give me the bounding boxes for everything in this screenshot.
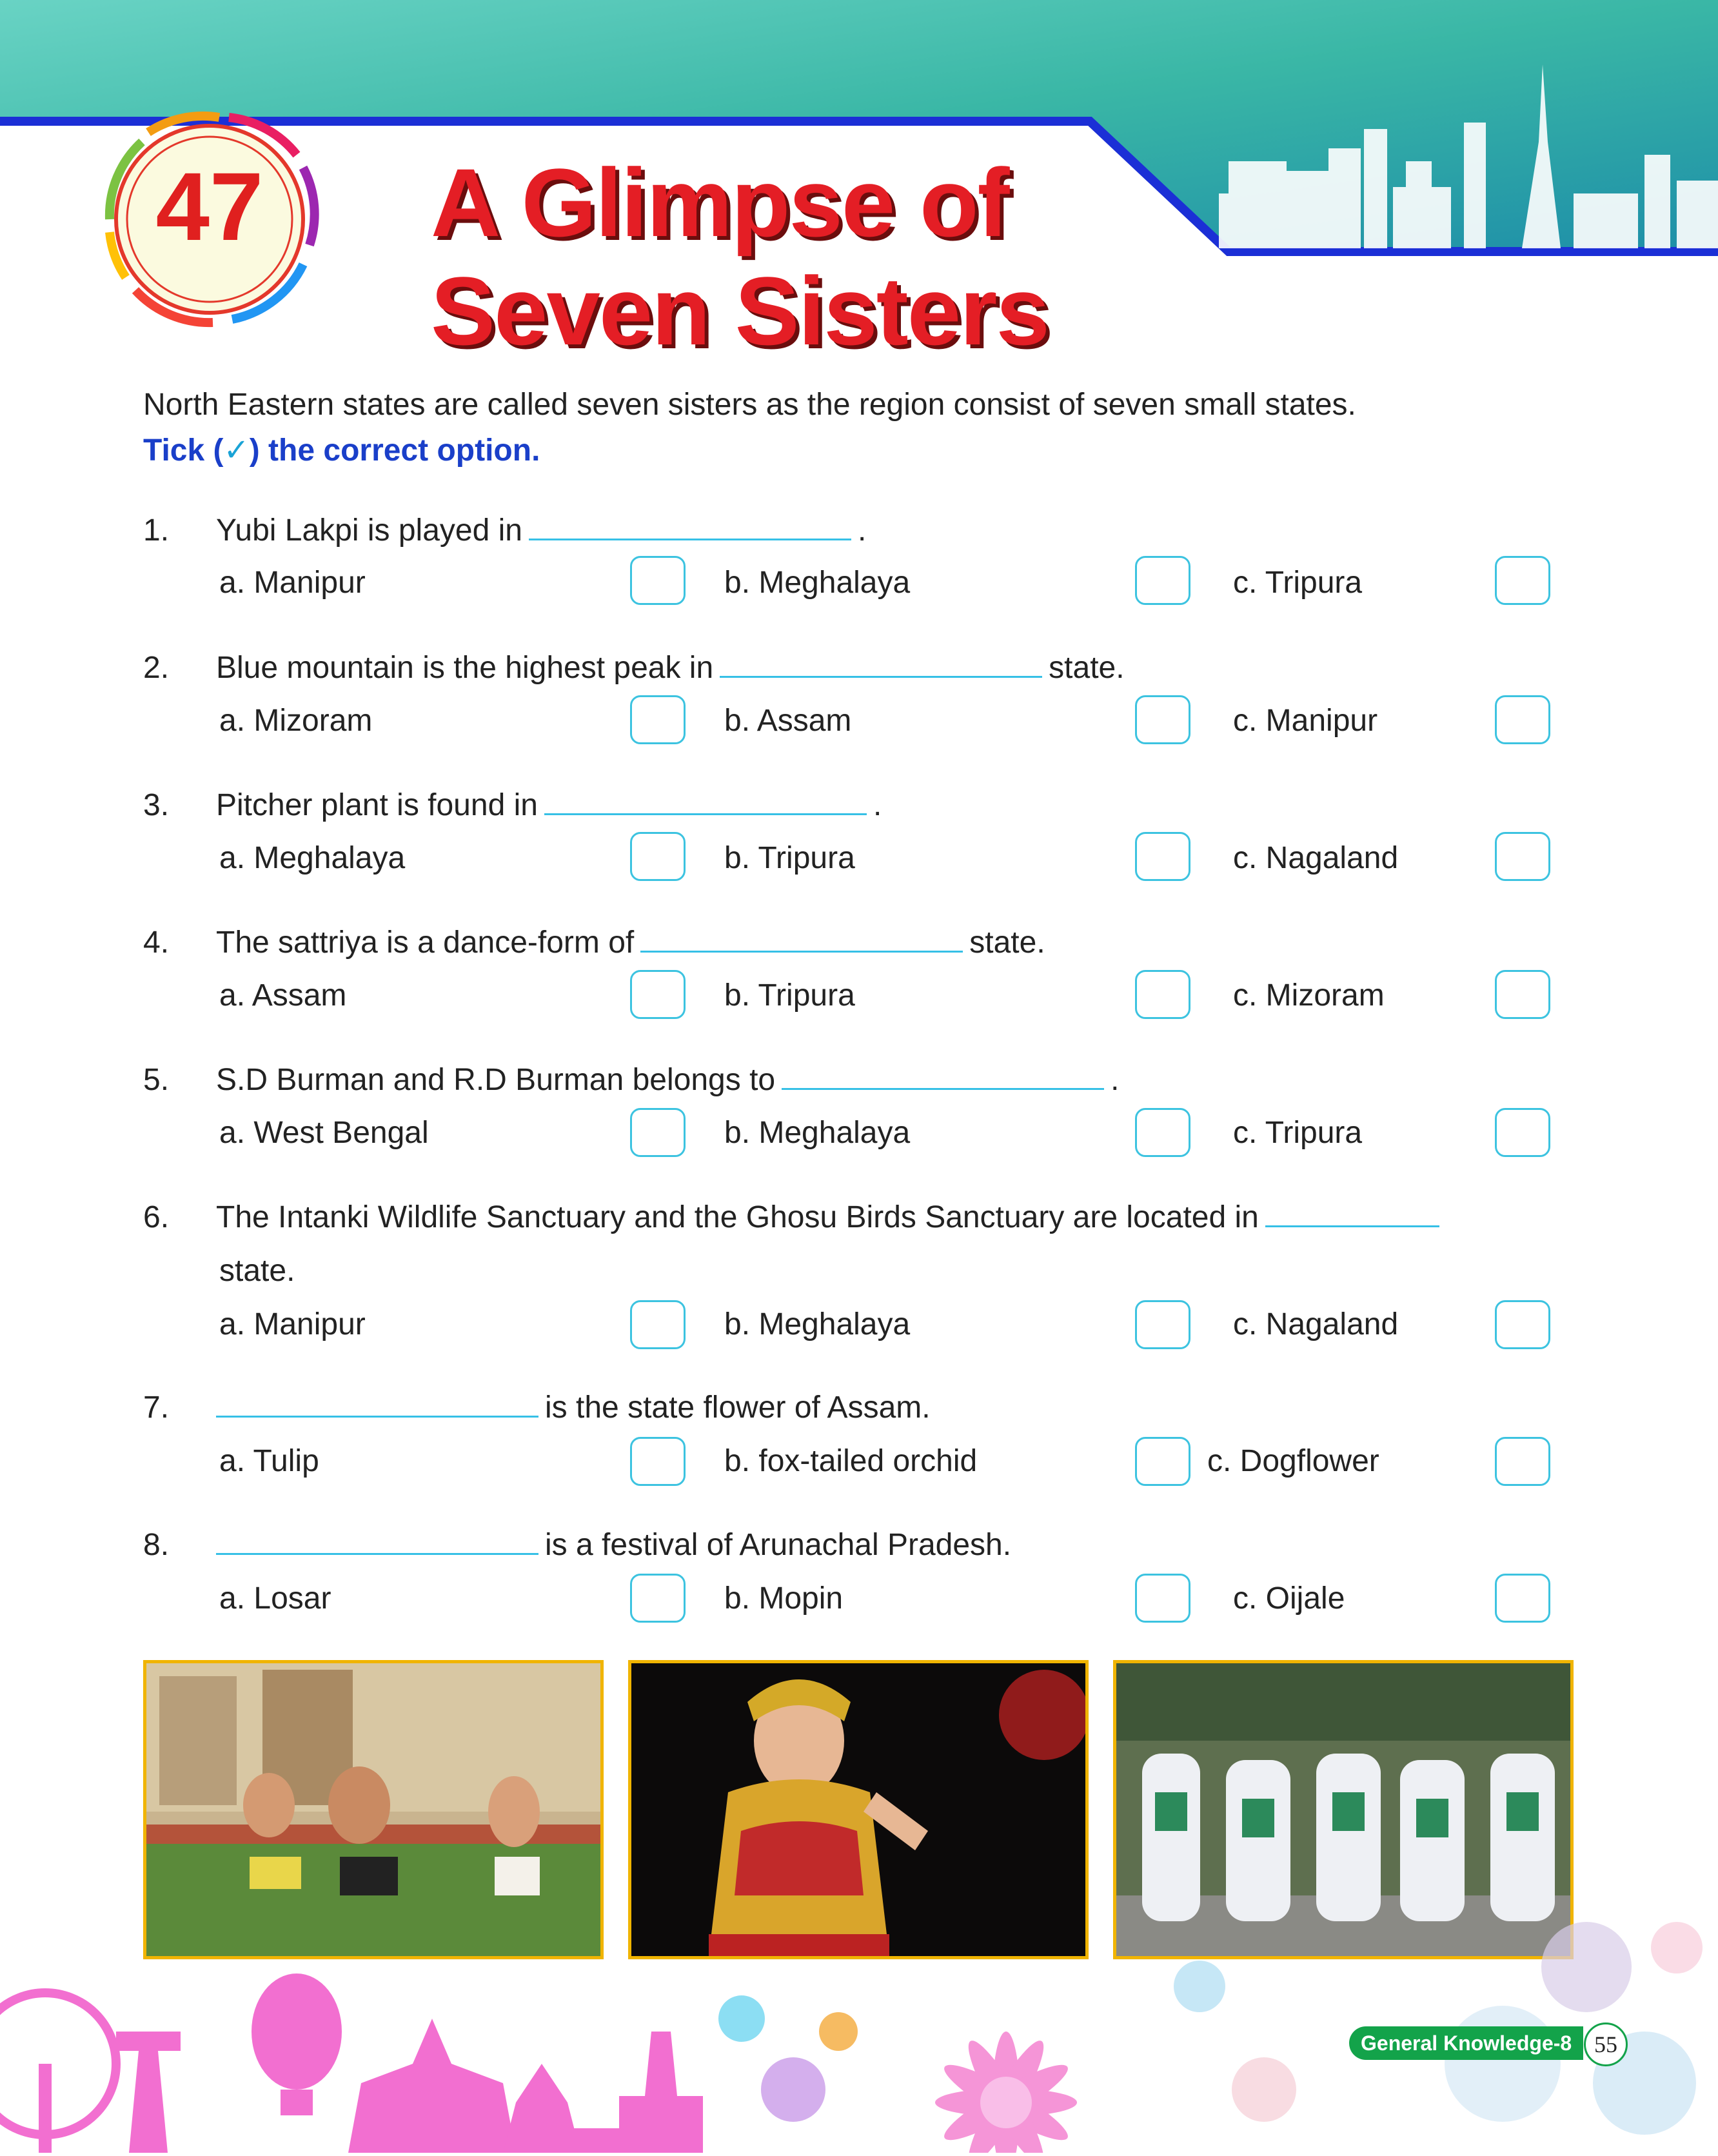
option-a: a. Manipur bbox=[219, 566, 366, 600]
checkbox-b[interactable] bbox=[1135, 970, 1190, 1019]
question-number: 5. bbox=[143, 1063, 170, 1097]
checkbox-a[interactable] bbox=[630, 1437, 686, 1486]
title-line-1: A Glimpse of bbox=[431, 148, 1009, 257]
checkbox-b[interactable] bbox=[1135, 1300, 1190, 1349]
checkbox-b[interactable] bbox=[1135, 832, 1190, 881]
question-post: . bbox=[1111, 1063, 1120, 1097]
footer-decoration bbox=[0, 1870, 1718, 2153]
checkbox-a[interactable] bbox=[630, 970, 686, 1019]
option-b: b. Mopin bbox=[724, 1581, 844, 1616]
answer-blank[interactable] bbox=[529, 517, 851, 540]
option-c: c. Manipur bbox=[1233, 704, 1378, 738]
question-text-continued: state. bbox=[219, 1254, 295, 1288]
question-post: is a festival of Arunachal Pradesh. bbox=[545, 1528, 1012, 1562]
answer-blank[interactable] bbox=[544, 791, 867, 815]
checkbox-a[interactable] bbox=[630, 1574, 686, 1623]
title-line-2: Seven Sisters bbox=[431, 257, 1049, 365]
checkbox-b[interactable] bbox=[1135, 1574, 1190, 1623]
option-c: c. Nagaland bbox=[1233, 1307, 1399, 1341]
option-c: c. Tripura bbox=[1233, 566, 1363, 600]
question-number: 6. bbox=[143, 1200, 170, 1234]
checkbox-a[interactable] bbox=[630, 556, 686, 605]
question-pre: Yubi Lakpi is played in bbox=[216, 513, 522, 548]
question-post: . bbox=[873, 788, 882, 822]
answer-blank[interactable] bbox=[1265, 1203, 1439, 1227]
question-number: 4. bbox=[143, 925, 170, 960]
option-b: b. Meghalaya bbox=[724, 1116, 911, 1150]
checkbox-b[interactable] bbox=[1135, 695, 1190, 744]
answer-blank[interactable] bbox=[720, 654, 1042, 678]
chapter-number: 47 bbox=[155, 152, 264, 261]
question-post: state. bbox=[969, 925, 1045, 960]
option-b: b. Tripura bbox=[724, 978, 855, 1013]
book-label: General Knowledge-8 bbox=[1349, 2026, 1583, 2060]
checkbox-b[interactable] bbox=[1135, 556, 1190, 605]
option-a: a. Mizoram bbox=[219, 704, 373, 738]
checkbox-b[interactable] bbox=[1135, 1108, 1190, 1157]
checkbox-c[interactable] bbox=[1495, 1300, 1550, 1349]
checkbox-c[interactable] bbox=[1495, 1437, 1550, 1486]
instruction-before: Tick ( bbox=[143, 433, 224, 468]
question-number: 1. bbox=[143, 513, 170, 548]
checkbox-c[interactable] bbox=[1495, 695, 1550, 744]
option-a: a. Losar bbox=[219, 1581, 331, 1616]
question-pre: The Intanki Wildlife Sanctuary and the Ghosu Birds Sanctuary are located in bbox=[216, 1200, 1259, 1234]
question-post: . bbox=[857, 513, 867, 548]
question-text bbox=[216, 1062, 1119, 1098]
intro-text: North Eastern states are called seven sisters as the region consist of seven small states. bbox=[143, 388, 1356, 422]
option-b: b. Tripura bbox=[724, 841, 855, 875]
answer-blank[interactable] bbox=[640, 929, 963, 953]
option-b: b. Meghalaya bbox=[724, 566, 911, 600]
question-text bbox=[216, 513, 866, 548]
question-text bbox=[216, 650, 1125, 686]
option-a: a. Assam bbox=[219, 978, 347, 1013]
question-number: 8. bbox=[143, 1528, 170, 1562]
option-b: b. Assam bbox=[724, 704, 852, 738]
option-b: b. fox-tailed orchid bbox=[724, 1444, 978, 1478]
checkbox-c[interactable] bbox=[1495, 1108, 1550, 1157]
question-number: 7. bbox=[143, 1390, 170, 1425]
option-c: c. Tripura bbox=[1233, 1116, 1363, 1150]
question-text bbox=[216, 1390, 931, 1425]
option-a: a. West Bengal bbox=[219, 1116, 429, 1150]
option-b: b. Meghalaya bbox=[724, 1307, 911, 1341]
instruction bbox=[143, 432, 540, 468]
page-title bbox=[431, 148, 1049, 365]
instruction-after: ) the correct option. bbox=[249, 433, 540, 468]
question-text bbox=[216, 925, 1045, 960]
question-number: 3. bbox=[143, 788, 170, 822]
checkbox-c[interactable] bbox=[1495, 556, 1550, 605]
option-a: a. Manipur bbox=[219, 1307, 366, 1341]
question-post: is the state flower of Assam. bbox=[545, 1390, 931, 1425]
tick-icon: ✓ bbox=[223, 433, 250, 468]
question-pre: S.D Burman and R.D Burman belongs to bbox=[216, 1063, 776, 1097]
checkbox-c[interactable] bbox=[1495, 1574, 1550, 1623]
option-c: c. Oijale bbox=[1233, 1581, 1345, 1616]
option-c: c. Mizoram bbox=[1233, 978, 1385, 1013]
answer-blank[interactable] bbox=[216, 1531, 538, 1555]
option-a: a. Meghalaya bbox=[219, 841, 406, 875]
question-text bbox=[216, 1527, 1011, 1563]
option-a: a. Tulip bbox=[219, 1444, 319, 1478]
question-number: 2. bbox=[143, 651, 170, 685]
question-post: state. bbox=[1049, 651, 1125, 685]
question-pre: Blue mountain is the highest peak in bbox=[216, 651, 714, 685]
question-pre: The sattriya is a dance-form of bbox=[216, 925, 635, 960]
checkbox-c[interactable] bbox=[1495, 832, 1550, 881]
page-number: 55 bbox=[1584, 2022, 1628, 2066]
checkbox-a[interactable] bbox=[630, 832, 686, 881]
checkbox-b[interactable] bbox=[1135, 1437, 1190, 1486]
option-c: c. Nagaland bbox=[1233, 841, 1399, 875]
checkbox-a[interactable] bbox=[630, 1108, 686, 1157]
option-c: c. Dogflower bbox=[1207, 1444, 1379, 1478]
question-text bbox=[216, 1200, 1446, 1235]
question-pre: Pitcher plant is found in bbox=[216, 788, 538, 822]
checkbox-c[interactable] bbox=[1495, 970, 1550, 1019]
answer-blank[interactable] bbox=[782, 1066, 1104, 1090]
checkbox-a[interactable] bbox=[630, 695, 686, 744]
question-text bbox=[216, 787, 882, 823]
answer-blank[interactable] bbox=[216, 1394, 538, 1418]
checkbox-a[interactable] bbox=[630, 1300, 686, 1349]
